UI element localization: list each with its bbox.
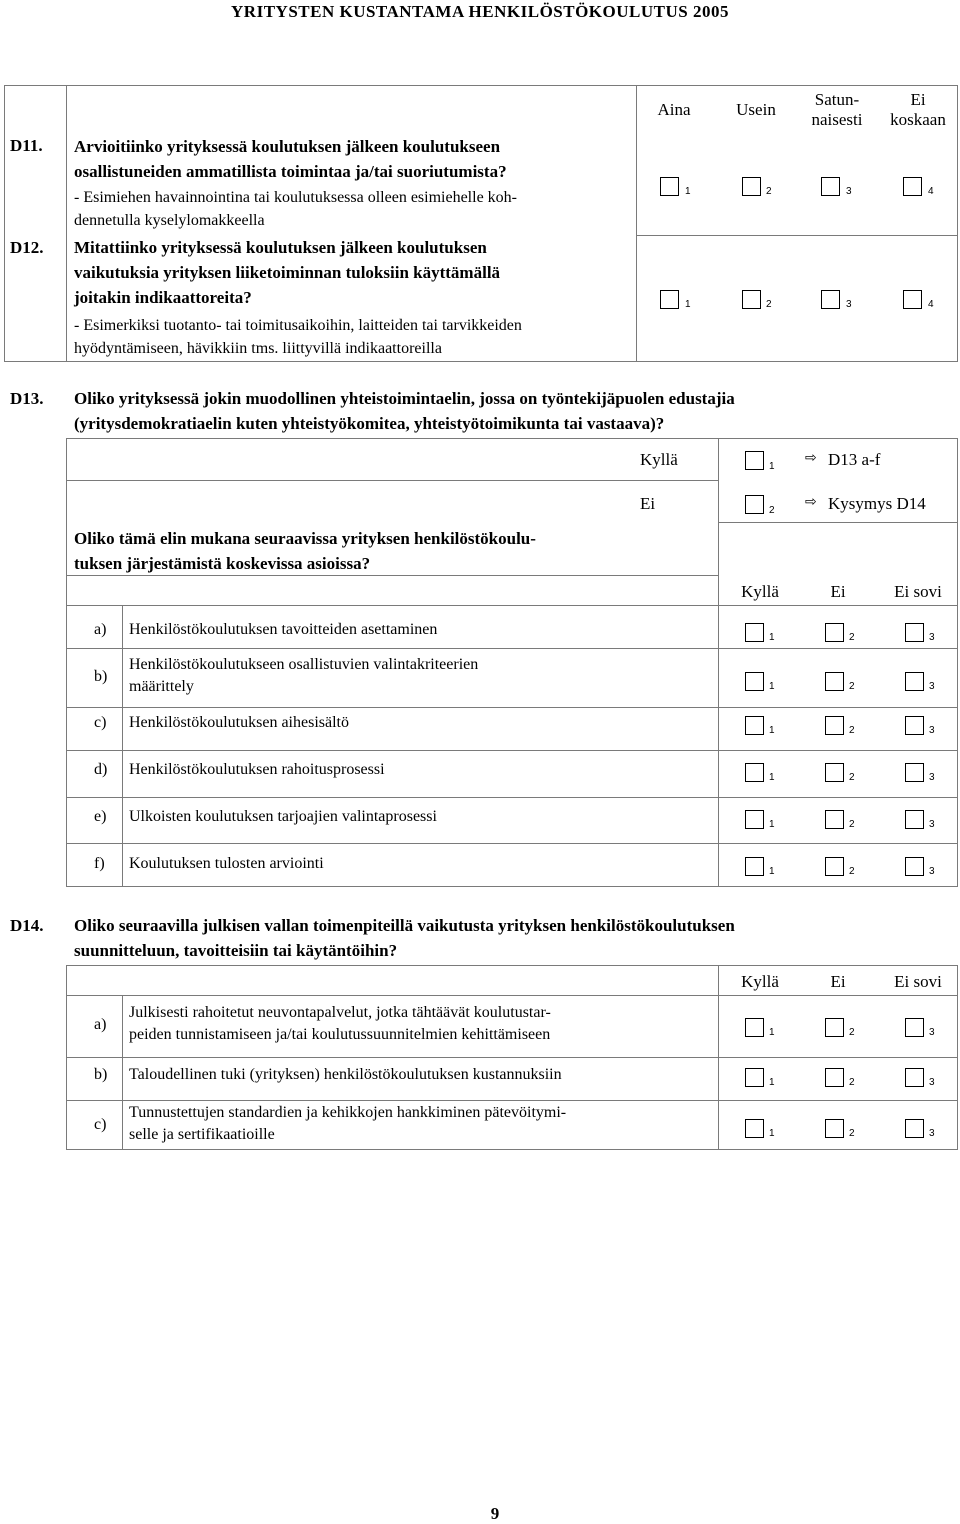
item-divider <box>66 750 958 751</box>
item-text-line1: Henkilöstökoulutukseen osallistuvien valintakriteerien <box>129 656 479 673</box>
d12-question <box>74 235 634 310</box>
d14-question <box>74 913 954 963</box>
d12-subtext-line2: hyödyntämiseen, hävikkiin tms. liittyvillä indikaattoreilla <box>74 340 442 357</box>
item-text <box>129 1002 714 1046</box>
item-text <box>129 1064 714 1086</box>
d12-question-line2: vaikutuksia yrityksen liiketoiminnan tuloksiin käyttämällä <box>74 263 501 282</box>
d11-subtext-line2: dennetulla kyselylomakkeella <box>74 212 265 229</box>
item-text-line1: Ulkoisten koulutuksen tarjoajien valintaprosessi <box>129 808 437 825</box>
d13-col-eisovi: Ei sovi <box>894 582 942 601</box>
answer-code: 1 <box>769 725 775 736</box>
answer-code: 1 <box>769 632 775 643</box>
answer-code: 2 <box>849 1128 855 1139</box>
d13-followup <box>74 526 714 576</box>
d13-yes-code: 1 <box>769 461 775 472</box>
item-text <box>129 853 714 875</box>
d13-item-6-checkbox-1[interactable] <box>745 857 764 876</box>
item-text <box>129 759 714 781</box>
item-text-line1: Henkilöstökoulutuksen aihesisältö <box>129 714 349 731</box>
d11-code-1: 1 <box>685 186 691 197</box>
d13-question <box>74 386 954 436</box>
item-text-line2: selle ja sertifikaatioille <box>129 1126 275 1143</box>
answer-code: 2 <box>849 725 855 736</box>
answer-code: 3 <box>929 819 935 830</box>
d13-no-code: 2 <box>769 505 775 516</box>
d11-question-line2: osallistuneiden ammatillista toimintaa ja/tai suoriutumista? <box>74 162 507 181</box>
scale-head-aina: Aina <box>657 100 691 119</box>
answer-code: 3 <box>929 1128 935 1139</box>
answer-code: 3 <box>929 772 935 783</box>
d13-item-3-checkbox-2[interactable] <box>825 716 844 735</box>
d13-no-route: Kysymys D14 <box>828 494 926 513</box>
d13-item-1-checkbox-1[interactable] <box>745 623 764 642</box>
item-label: e) <box>94 808 107 825</box>
d11-question-line1: Arvioitiinko yrityksessä koulutuksen jälkeen koulutukseen <box>74 137 501 156</box>
item-text <box>129 654 714 698</box>
d11-d12-divider-num <box>66 85 67 362</box>
d14-item-3-checkbox-1[interactable] <box>745 1119 764 1138</box>
item-text <box>129 619 714 641</box>
d13-table-line <box>718 522 958 523</box>
d11-code-2: 2 <box>766 186 772 197</box>
item-text <box>129 712 714 734</box>
d11-subtext <box>74 186 634 232</box>
d13-item-3-checkbox-3[interactable] <box>905 716 924 735</box>
d11-checkbox-2[interactable] <box>742 177 761 196</box>
d12-code-3: 3 <box>846 299 852 310</box>
d11-checkbox-3[interactable] <box>821 177 840 196</box>
d13-item-2-checkbox-3[interactable] <box>905 672 924 691</box>
item-label: a) <box>94 1016 107 1033</box>
d14-item-3-checkbox-2[interactable] <box>825 1119 844 1138</box>
item-text <box>129 1102 714 1146</box>
d14-col-kylla: Kyllä <box>741 972 779 991</box>
d13-item-4-checkbox-2[interactable] <box>825 763 844 782</box>
d11-code-3: 3 <box>846 186 852 197</box>
d12-checkbox-1[interactable] <box>660 290 679 309</box>
d11-subtext-line1: - Esimiehen havainnointina tai koulutuksessa olleen esimiehelle koh- <box>74 189 517 206</box>
d12-code-2: 2 <box>766 299 772 310</box>
answer-code: 2 <box>849 772 855 783</box>
d14-item-1-checkbox-2[interactable] <box>825 1018 844 1037</box>
item-label: a) <box>94 621 107 638</box>
item-divider <box>66 1100 958 1101</box>
item-text-line1: Taloudellinen tuki (yrityksen) henkilöstökoulutuksen kustannuksiin <box>129 1066 562 1083</box>
item-divider <box>66 648 958 649</box>
d12-number: D12. <box>10 238 44 257</box>
d14-question-line1: Oliko seuraavilla julkisen vallan toimenpiteillä vaikutusta yrityksen henkilöstökoulutuksen <box>74 916 735 935</box>
route-arrow-icon: ⇨ <box>805 450 817 466</box>
d13-col-kylla: Kyllä <box>741 582 779 601</box>
d12-checkbox-2[interactable] <box>742 290 761 309</box>
answer-code: 3 <box>929 1077 935 1088</box>
d14-item-2-checkbox-2[interactable] <box>825 1068 844 1087</box>
d14-item-1-checkbox-1[interactable] <box>745 1018 764 1037</box>
answer-code: 3 <box>929 725 935 736</box>
page-header: YRITYSTEN KUSTANTAMA HENKILÖSTÖKOULUTUS 2005 <box>231 2 729 21</box>
scale-head-satunnaisesti-2: naisesti <box>811 110 863 129</box>
answer-code: 1 <box>769 866 775 877</box>
answer-code: 2 <box>849 681 855 692</box>
d13-table-line <box>66 480 718 481</box>
d12-checkbox-4[interactable] <box>903 290 922 309</box>
answer-code: 2 <box>849 1077 855 1088</box>
answer-code: 2 <box>849 632 855 643</box>
item-text-line1: Julkisesti rahoitetut neuvontapalvelut, jotka tähtäävät koulutustar- <box>129 1004 551 1021</box>
d13-table-line <box>66 605 958 606</box>
answer-code: 3 <box>929 681 935 692</box>
answer-code: 3 <box>929 632 935 643</box>
d13-item-2-checkbox-2[interactable] <box>825 672 844 691</box>
d14-item-2-checkbox-3[interactable] <box>905 1068 924 1087</box>
d12-question-line3: joitakin indikaattoreita? <box>74 288 252 307</box>
d13-item-4-checkbox-1[interactable] <box>745 763 764 782</box>
d12-code-4: 4 <box>928 299 934 310</box>
answer-code: 1 <box>769 1128 775 1139</box>
d13-yes-route: D13 a-f <box>828 450 881 469</box>
d11-checkbox-4[interactable] <box>903 177 922 196</box>
d12-subtext <box>74 314 634 360</box>
d11-checkbox-1[interactable] <box>660 177 679 196</box>
route-arrow-icon: ⇨ <box>805 494 817 510</box>
answer-code: 2 <box>849 866 855 877</box>
answer-code: 3 <box>929 866 935 877</box>
d14-table-line <box>66 995 958 996</box>
d14-table-line <box>122 995 123 1150</box>
d11-question <box>74 134 634 184</box>
item-text-line2: määrittely <box>129 678 194 695</box>
d13-col-ei: Ei <box>830 582 846 601</box>
answer-code: 1 <box>769 772 775 783</box>
d13-item-6-checkbox-3[interactable] <box>905 857 924 876</box>
d13-no-label: Ei <box>640 494 656 513</box>
d11-number: D11. <box>10 136 43 155</box>
d14-col-ei: Ei <box>830 972 846 991</box>
d13-followup-line1: Oliko tämä elin mukana seuraavissa yrityksen henkilöstökoulu- <box>74 529 536 548</box>
d13-question-line2: (yritysdemokratiaelin kuten yhteistyökomitea, yhteistyötoimikunta tai vastaava)? <box>74 414 665 433</box>
item-text-line1: Tunnustettujen standardien ja kehikkojen hankkiminen pätevöitymi- <box>129 1104 567 1121</box>
answer-code: 3 <box>929 1027 935 1038</box>
d12-checkbox-3[interactable] <box>821 290 840 309</box>
d13-question-line1: Oliko yrityksessä jokin muodollinen yhteistoimintaelin, jossa on työntekijäpuolen edustajia <box>74 389 735 408</box>
d14-item-1-checkbox-3[interactable] <box>905 1018 924 1037</box>
item-divider <box>66 707 958 708</box>
scale-head-satunnaisesti-1: Satun- <box>814 90 860 109</box>
item-divider <box>66 1057 958 1058</box>
answer-code: 1 <box>769 1077 775 1088</box>
d12-code-1: 1 <box>685 299 691 310</box>
answer-code: 1 <box>769 819 775 830</box>
item-label: c) <box>94 714 107 731</box>
d12-subtext-line1: - Esimerkiksi tuotanto- tai toimitusaikoihin, laitteiden tai tarvikkeiden <box>74 317 522 334</box>
item-label: b) <box>94 668 108 685</box>
d13-item-3-checkbox-1[interactable] <box>745 716 764 735</box>
d13-item-4-checkbox-3[interactable] <box>905 763 924 782</box>
d13-item-5-checkbox-2[interactable] <box>825 810 844 829</box>
scale-head-eikoskaan-1: Ei <box>910 90 926 109</box>
d14-question-line2: suunnitteluun, tavoitteisiin tai käytäntöihin? <box>74 941 398 960</box>
scale-head-usein: Usein <box>736 100 776 119</box>
item-label: c) <box>94 1116 107 1133</box>
item-divider <box>66 843 958 844</box>
d14-col-eisovi: Ei sovi <box>894 972 942 991</box>
answer-code: 2 <box>849 819 855 830</box>
d13-followup-line2: tuksen järjestämistä koskevissa asioissa? <box>74 554 371 573</box>
item-label: b) <box>94 1066 108 1083</box>
d11-code-4: 4 <box>928 186 934 197</box>
answer-code: 1 <box>769 1027 775 1038</box>
item-text-line1: Henkilöstökoulutuksen tavoitteiden asettaminen <box>129 621 438 638</box>
d13-number: D13. <box>10 389 44 408</box>
answer-code: 2 <box>849 1027 855 1038</box>
item-divider <box>66 797 958 798</box>
d14-item-3-checkbox-3[interactable] <box>905 1119 924 1138</box>
d13-item-5-checkbox-1[interactable] <box>745 810 764 829</box>
scale-head-eikoskaan-2: koskaan <box>890 110 946 129</box>
d12-question-line1: Mitattiinko yrityksessä koulutuksen jälkeen koulutuksen <box>74 238 487 257</box>
item-label: d) <box>94 761 108 778</box>
d14-number: D14. <box>10 916 44 935</box>
d13-item-2-checkbox-1[interactable] <box>745 672 764 691</box>
d11-d12-divider-row <box>636 235 958 236</box>
d13-table-line <box>718 438 719 887</box>
item-text-line2: peiden tunnistamiseen ja/tai koulutussuunnitelmien kehittämiseen <box>129 1026 551 1043</box>
d11-d12-divider-scale <box>636 85 637 362</box>
answer-code: 1 <box>769 681 775 692</box>
item-text-line1: Henkilöstökoulutuksen rahoitusprosessi <box>129 761 385 778</box>
page-number: 9 <box>490 1504 500 1523</box>
d14-item-2-checkbox-1[interactable] <box>745 1068 764 1087</box>
item-text-line1: Koulutuksen tulosten arviointi <box>129 855 324 872</box>
d13-item-1-checkbox-2[interactable] <box>825 623 844 642</box>
d13-item-1-checkbox-3[interactable] <box>905 623 924 642</box>
d13-item-6-checkbox-2[interactable] <box>825 857 844 876</box>
item-label: f) <box>94 855 105 872</box>
item-text <box>129 806 714 828</box>
d13-item-5-checkbox-3[interactable] <box>905 810 924 829</box>
d13-yes-label: Kyllä <box>640 450 678 469</box>
